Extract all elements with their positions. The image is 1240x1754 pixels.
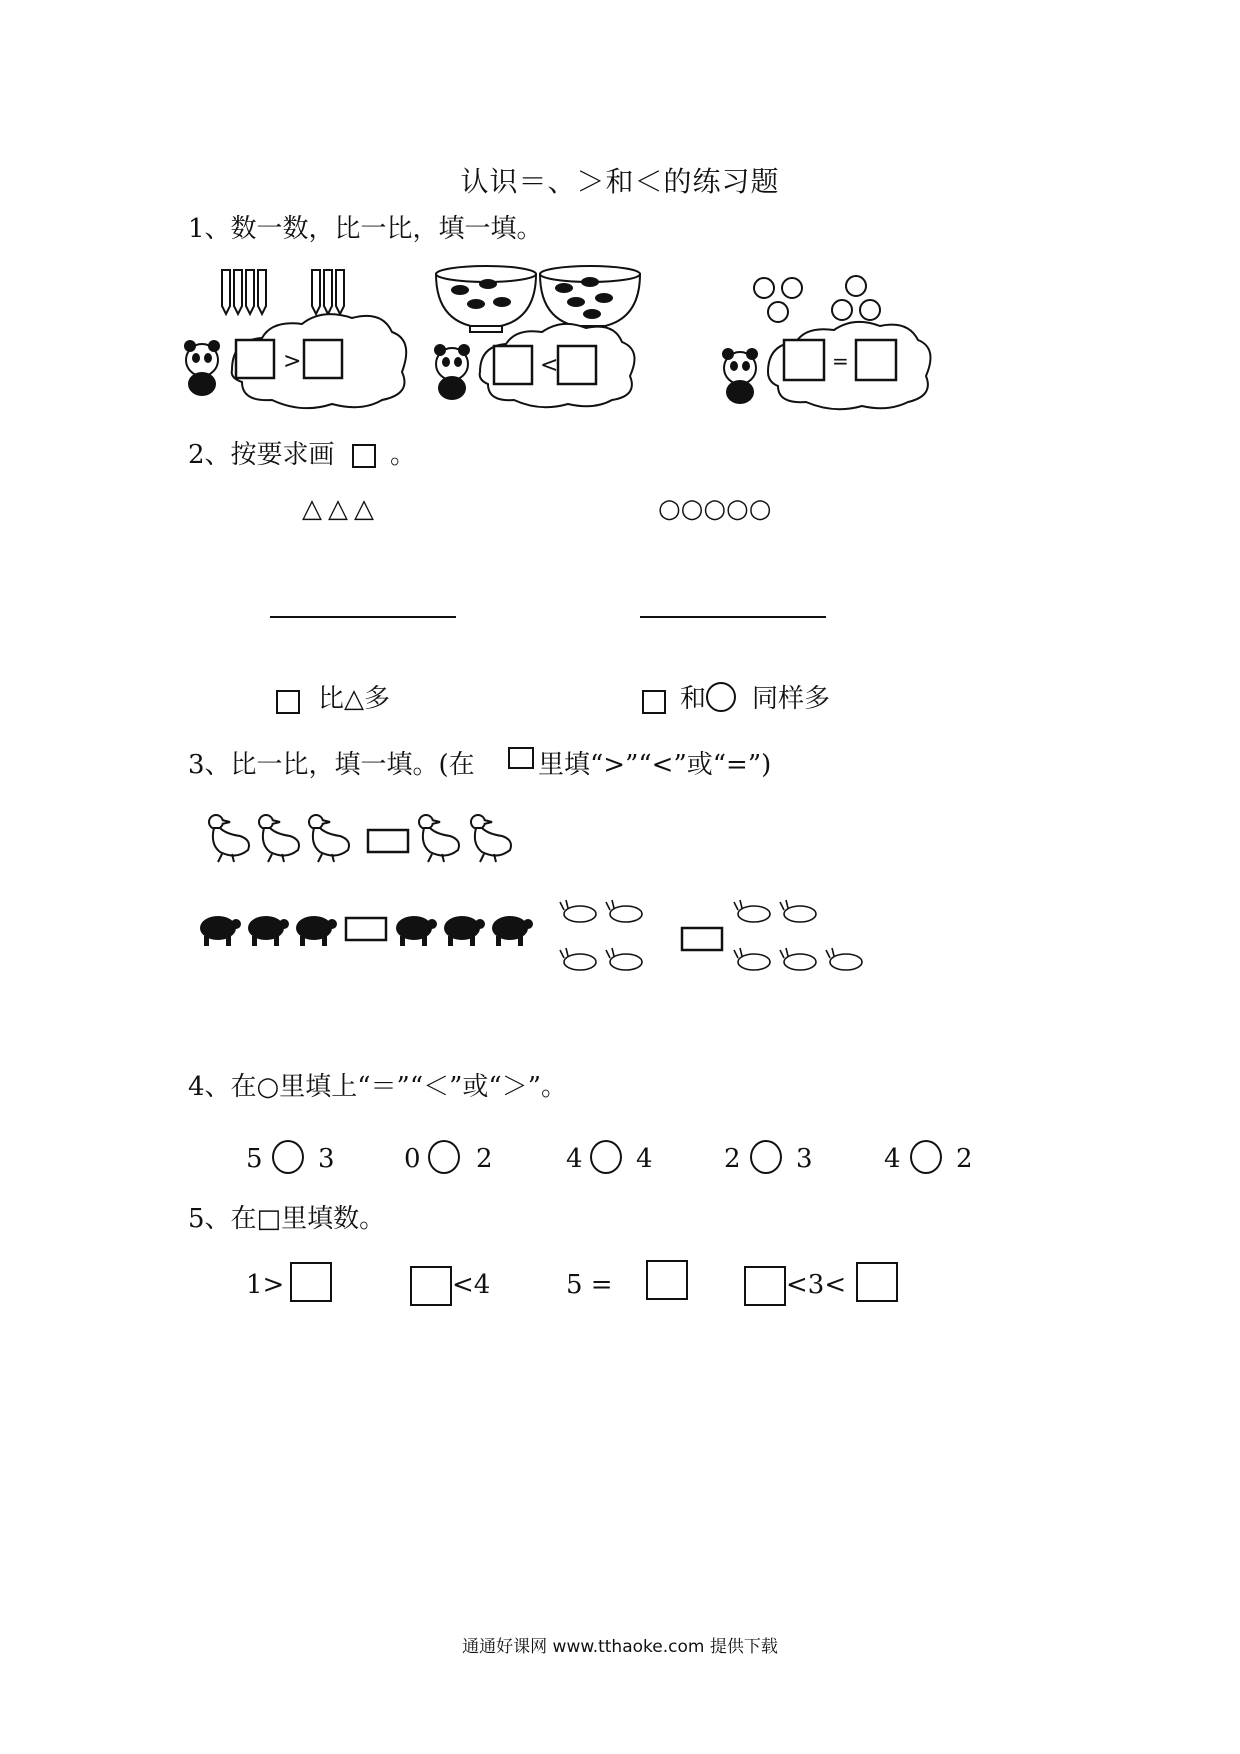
q5-expr-3-left: 5 = — [566, 1270, 613, 1300]
circles: ○○○○○ — [658, 494, 772, 524]
rabbits-right — [734, 900, 862, 970]
q3-heading-post: 里填“>”“<”或“=”) — [538, 750, 772, 780]
q4-heading: 4、在○里填上“＝”“＜”或“＞”。 — [188, 1072, 567, 1102]
answer-box — [682, 928, 722, 950]
fish-bowls-illustration — [436, 266, 640, 332]
q2-heading-pre: 2、按要求画 — [188, 440, 335, 470]
q4-pair-5-b: 2 — [956, 1144, 973, 1174]
geese-right — [419, 815, 511, 862]
q4-pair-2-b: 2 — [476, 1144, 493, 1174]
q5-expr-2-right: <4 — [452, 1270, 491, 1300]
triangles: △△△ — [302, 494, 380, 524]
q2-right-caption-a: 和 — [680, 684, 707, 714]
apples-illustration — [754, 276, 880, 322]
answer-line-left[interactable] — [270, 616, 456, 618]
q5-heading: 5、在□里填数。 — [188, 1204, 386, 1234]
panda-icon — [184, 340, 220, 396]
q4-pair-1-a: 5 — [246, 1144, 263, 1174]
q1-symbol-1: > — [283, 349, 302, 374]
rabbits-left — [560, 900, 642, 970]
q4-pair-3-a: 4 — [566, 1144, 583, 1174]
q4-pair-4-a: 2 — [724, 1144, 741, 1174]
answer-box[interactable] — [646, 1260, 688, 1300]
answer-box[interactable] — [290, 1262, 332, 1302]
pigs-left — [200, 916, 337, 946]
pencils-illustration — [222, 270, 344, 314]
q4-pair-2-a: 0 — [404, 1144, 421, 1174]
answer-circle[interactable] — [750, 1140, 782, 1174]
q3-heading-pre: 3、比一比，填一填。(在 — [188, 750, 475, 780]
q4-pair-1-b: 3 — [318, 1144, 335, 1174]
q2-left-caption: 比△多 — [318, 684, 390, 714]
panda-icon — [722, 348, 758, 404]
q1-pictures — [180, 260, 1060, 440]
q4-pair-4-b: 3 — [796, 1144, 813, 1174]
answer-circle[interactable] — [590, 1140, 622, 1174]
pigs-right — [396, 916, 533, 946]
page-title: 认识＝、＞和＜的练习题 — [460, 165, 780, 198]
footer-text: 通通好课网 www.tthaoke.com 提供下载 — [462, 1637, 778, 1657]
answer-circle[interactable] — [272, 1140, 304, 1174]
q4-pair-5-a: 4 — [884, 1144, 901, 1174]
panda-icon — [434, 344, 470, 400]
square-icon — [276, 690, 300, 714]
q5-expr-1-left: 1> — [246, 1270, 285, 1300]
answer-box[interactable] — [410, 1266, 452, 1306]
square-icon — [642, 690, 666, 714]
geese-left — [209, 815, 349, 862]
answer-circle[interactable] — [910, 1140, 942, 1174]
square-icon — [508, 747, 534, 769]
answer-box[interactable] — [744, 1266, 786, 1306]
q2-right-caption-b: 同样多 — [752, 684, 831, 714]
square-icon — [352, 444, 376, 468]
q2-heading-post: 。 — [390, 440, 417, 470]
answer-box — [368, 830, 408, 852]
q4-pair-3-b: 4 — [636, 1144, 653, 1174]
q1-symbol-3: = — [832, 349, 849, 373]
q1-symbol-2: < — [540, 353, 559, 378]
answer-line-right[interactable] — [640, 616, 826, 618]
q3-pictures — [196, 810, 916, 990]
answer-box — [346, 918, 386, 940]
answer-box[interactable] — [856, 1262, 898, 1302]
answer-circle[interactable] — [428, 1140, 460, 1174]
circle-icon — [706, 682, 736, 712]
q1-heading: 1、数一数，比一比，填一填。 — [188, 214, 543, 244]
q5-expr-4-mid: <3< — [786, 1270, 847, 1300]
